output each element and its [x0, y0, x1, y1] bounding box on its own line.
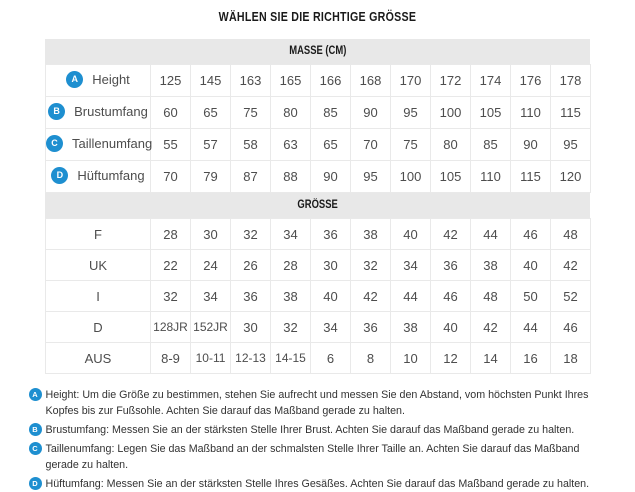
badge-c-icon: C	[29, 442, 42, 455]
size-value-cell: 14	[471, 343, 511, 374]
measurement-value-cell: 176	[511, 65, 551, 97]
measurement-value-cell: 65	[191, 97, 231, 129]
measurement-value-cell: 105	[471, 97, 511, 129]
footnotes	[29, 387, 607, 492]
table-row	[46, 281, 591, 312]
size-guide-table-wrap	[45, 39, 590, 374]
size-value-cell: 44	[391, 281, 431, 312]
measurement-value-cell: 168	[351, 65, 391, 97]
footnote-hip	[29, 476, 607, 492]
measurement-value-cell: 55	[151, 129, 191, 161]
size-value-cell: 42	[471, 312, 511, 343]
size-value-cell: 42	[351, 281, 391, 312]
table-row	[46, 250, 591, 281]
measurement-value-cell: 110	[471, 161, 511, 193]
size-value-cell: 30	[311, 250, 351, 281]
measurement-value-cell: 95	[351, 161, 391, 193]
size-value-cell: 12-13	[231, 343, 271, 374]
row-label: F	[94, 226, 102, 242]
measurement-value-cell: 95	[391, 97, 431, 129]
badge-a-icon: A	[66, 71, 83, 88]
table-row	[46, 343, 591, 374]
row-label-cell	[46, 343, 151, 374]
measurement-value-cell: 172	[431, 65, 471, 97]
size-value-cell: 32	[231, 219, 271, 250]
size-value-cell: 36	[311, 219, 351, 250]
size-value-cell: 48	[551, 219, 591, 250]
size-value-cell: 46	[431, 281, 471, 312]
size-value-cell: 40	[391, 219, 431, 250]
measurement-value-cell: 90	[311, 161, 351, 193]
row-label-cell	[46, 97, 151, 129]
table-row	[46, 161, 591, 193]
measurement-value-cell: 90	[511, 129, 551, 161]
size-value-cell: 32	[271, 312, 311, 343]
size-value-cell: 32	[151, 281, 191, 312]
measurement-value-cell: 100	[431, 97, 471, 129]
size-value-cell: 22	[151, 250, 191, 281]
row-label-cell	[46, 219, 151, 250]
size-value-cell: 14-15	[271, 343, 311, 374]
size-value-cell: 28	[271, 250, 311, 281]
size-value-cell: 50	[511, 281, 551, 312]
footnote-waist-text: Taillenumfang: Legen Sie das Maßband an der schmalsten Stelle Ihrer Taille an. Achten Sie darauf das Maßband gerade zu halten.	[45, 443, 580, 471]
measurement-value-cell: 70	[151, 161, 191, 193]
size-value-cell: 12	[431, 343, 471, 374]
row-label: Brustumfang	[74, 103, 148, 119]
size-value-cell: 38	[271, 281, 311, 312]
size-value-cell: 18	[551, 343, 591, 374]
footnote-chest-text: Brustumfang: Messen Sie an der stärksten Stelle Ihrer Brust. Achten Sie darauf das Maßband gerade zu halten.	[45, 424, 575, 436]
size-value-cell: 44	[471, 219, 511, 250]
size-value-cell: 38	[471, 250, 511, 281]
measurement-value-cell: 75	[391, 129, 431, 161]
row-label-cell	[46, 281, 151, 312]
measurement-value-cell: 163	[231, 65, 271, 97]
size-value-cell: 30	[191, 219, 231, 250]
measurement-value-cell: 174	[471, 65, 511, 97]
measurement-value-cell: 85	[471, 129, 511, 161]
sizes-section-header	[45, 193, 590, 218]
size-value-cell: 36	[351, 312, 391, 343]
size-value-cell: 28	[151, 219, 191, 250]
measurement-value-cell: 63	[271, 129, 311, 161]
size-value-cell: 10-11	[191, 343, 231, 374]
size-value-cell: 36	[431, 250, 471, 281]
footnote-height	[29, 387, 607, 419]
size-value-cell: 32	[351, 250, 391, 281]
size-value-cell: 34	[191, 281, 231, 312]
badge-d-icon: D	[29, 477, 42, 490]
measurement-value-cell: 75	[231, 97, 271, 129]
measurement-value-cell: 115	[511, 161, 551, 193]
size-value-cell: 30	[231, 312, 271, 343]
size-value-cell: 46	[511, 219, 551, 250]
size-value-cell: 8	[351, 343, 391, 374]
row-label: I	[96, 288, 100, 304]
row-label: AUS	[84, 350, 112, 366]
row-label-cell	[46, 250, 151, 281]
measurement-value-cell: 85	[311, 97, 351, 129]
row-label: Hüftumfang	[77, 167, 145, 183]
measurement-value-cell: 80	[271, 97, 311, 129]
size-value-cell: 34	[271, 219, 311, 250]
measurement-value-cell: 166	[311, 65, 351, 97]
sizes-header-text: GRÖSSE	[297, 199, 338, 211]
size-value-cell: 26	[231, 250, 271, 281]
row-label: Height	[92, 71, 130, 87]
row-label: UK	[88, 257, 108, 273]
table-row	[46, 219, 591, 250]
size-value-cell: 36	[231, 281, 271, 312]
badge-b-icon: B	[29, 423, 42, 436]
measurement-value-cell: 115	[551, 97, 591, 129]
row-label-cell	[46, 312, 151, 343]
size-value-cell: 34	[391, 250, 431, 281]
badge-a-icon: A	[29, 388, 42, 401]
badge-d-icon: D	[51, 167, 68, 184]
table-row	[46, 65, 591, 97]
size-value-cell: 46	[551, 312, 591, 343]
size-value-cell: 6	[311, 343, 351, 374]
measurement-value-cell: 100	[391, 161, 431, 193]
row-label-cell	[46, 129, 151, 161]
measurement-value-cell: 165	[271, 65, 311, 97]
size-value-cell: 38	[391, 312, 431, 343]
measurement-value-cell: 145	[191, 65, 231, 97]
page-title	[0, 0, 635, 24]
row-label: D	[93, 319, 103, 335]
size-value-cell: 48	[471, 281, 511, 312]
size-value-cell: 128JR	[151, 312, 191, 343]
measurement-value-cell: 80	[431, 129, 471, 161]
size-value-cell: 16	[511, 343, 551, 374]
measurement-value-cell: 110	[511, 97, 551, 129]
footnote-height-text: Height: Um die Größe zu bestimmen, stehen Sie aufrecht und messen Sie den Abstand, vom höchsten Punkt Ihres Kopfes bis zur Fußsohle. Achten Sie darauf das Maßband gerade zu halten.	[45, 389, 589, 417]
size-value-cell: 8-9	[151, 343, 191, 374]
measurement-value-cell: 88	[271, 161, 311, 193]
size-value-cell: 42	[551, 250, 591, 281]
measurement-value-cell: 70	[351, 129, 391, 161]
measurement-value-cell: 95	[551, 129, 591, 161]
measurements-header-text: MASSE (CM)	[288, 45, 347, 57]
size-value-cell: 42	[431, 219, 471, 250]
table-row	[46, 97, 591, 129]
measurement-value-cell: 178	[551, 65, 591, 97]
size-value-cell: 10	[391, 343, 431, 374]
size-value-cell: 40	[431, 312, 471, 343]
table-row	[46, 312, 591, 343]
badge-c-icon: C	[46, 135, 63, 152]
size-value-cell: 40	[311, 281, 351, 312]
measurement-value-cell: 58	[231, 129, 271, 161]
size-value-cell: 40	[511, 250, 551, 281]
measurement-value-cell: 105	[431, 161, 471, 193]
row-label-cell	[46, 65, 151, 97]
row-label: Taillenumfang	[72, 135, 153, 151]
size-value-cell: 52	[551, 281, 591, 312]
measurement-value-cell: 87	[231, 161, 271, 193]
measurement-value-cell: 120	[551, 161, 591, 193]
measurements-table	[45, 64, 591, 193]
page-title-text: WÄHLEN SIE DIE RICHTIGE GRÖSSE	[218, 9, 417, 24]
size-value-cell: 152JR	[191, 312, 231, 343]
size-value-cell: 34	[311, 312, 351, 343]
badge-b-icon: B	[48, 103, 65, 120]
footnote-hip-text: Hüftumfang: Messen Sie an der stärksten Stelle Ihres Gesäßes. Achten Sie darauf das Maßband gerade zu halten.	[45, 478, 590, 490]
measurements-section-header	[45, 39, 590, 64]
measurement-value-cell: 57	[191, 129, 231, 161]
measurement-value-cell: 90	[351, 97, 391, 129]
measurement-value-cell: 79	[191, 161, 231, 193]
size-value-cell: 38	[351, 219, 391, 250]
measurement-value-cell: 65	[311, 129, 351, 161]
sizes-table	[45, 218, 591, 374]
footnote-waist	[29, 441, 607, 473]
measurement-value-cell: 170	[391, 65, 431, 97]
measurement-value-cell: 125	[151, 65, 191, 97]
row-label-cell	[46, 161, 151, 193]
measurement-value-cell: 60	[151, 97, 191, 129]
size-value-cell: 44	[511, 312, 551, 343]
size-value-cell: 24	[191, 250, 231, 281]
table-row	[46, 129, 591, 161]
footnote-chest	[29, 422, 607, 438]
